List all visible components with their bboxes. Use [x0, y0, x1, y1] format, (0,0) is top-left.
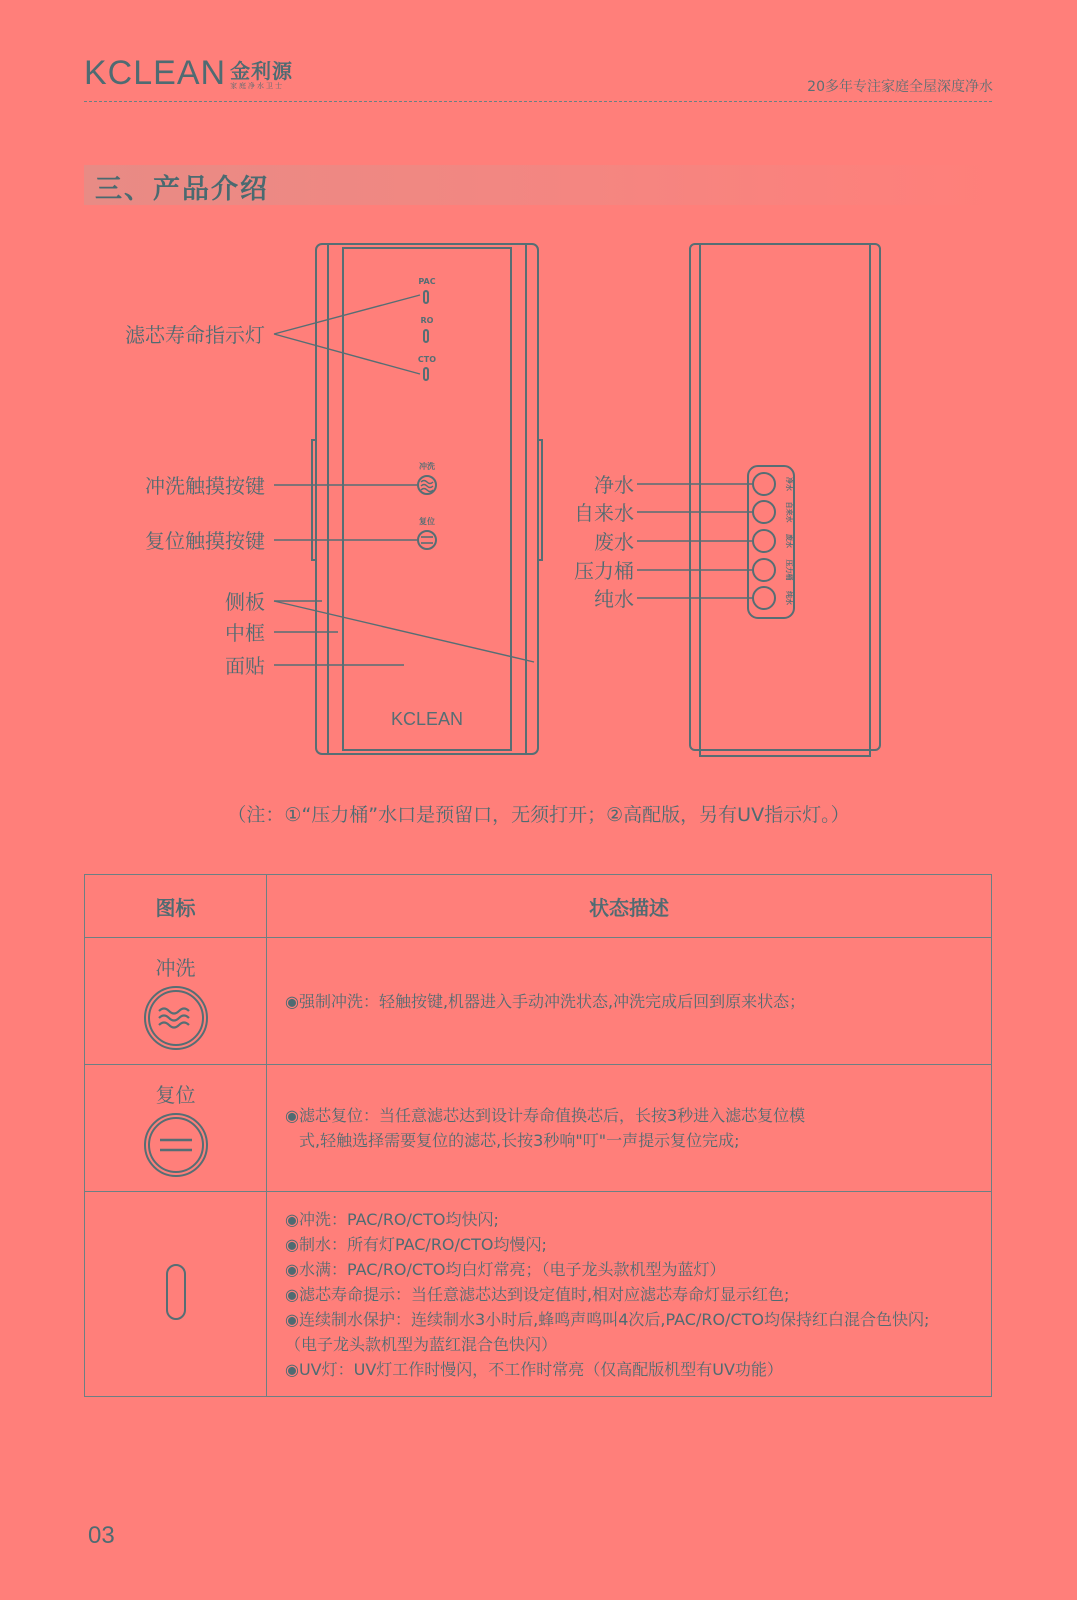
callout-port-1: 净水 — [594, 473, 634, 497]
description-line: ◉UV灯：UV灯工作时慢闪，不工作时常亮（仅高配版机型有UV功能） — [285, 1359, 783, 1379]
logo-latin-text: KCLEAN — [84, 54, 227, 92]
callout-port-3: 废水 — [594, 530, 634, 554]
flush-wave-icon — [143, 985, 209, 1051]
description-line: ◉连续制水保护：连续制水3小时后,蜂鸣声鸣叫4次后,PAC/RO/CTO均保持红白混合色快闪; — [285, 1309, 930, 1329]
side-unit-body — [690, 244, 880, 750]
led-indicator-icon — [164, 1262, 188, 1322]
callout-flush-button: 冲洗触摸按键 — [145, 474, 265, 498]
table-header-description: 状态描述 — [267, 875, 992, 938]
led-label-ro: RO — [420, 316, 434, 325]
panel-brand-text: KCLEAN — [390, 709, 464, 729]
description-line: ◉强制冲洗：轻触按键,机器进入手动冲洗状态,冲洗完成后回到原来状态； — [285, 991, 806, 1011]
table-header-row — [85, 875, 992, 938]
port-waste-water — [753, 530, 775, 552]
led-label-pac: PAC — [418, 277, 436, 286]
status-table — [84, 874, 992, 1397]
description-cell-led — [267, 1192, 992, 1397]
icon-label-flush: 冲洗 — [155, 956, 196, 980]
callout-filter-life-led: 滤芯寿命指示灯 — [125, 323, 265, 347]
port-tag-5: 纯水 — [785, 591, 793, 605]
description-line: ◉滤芯寿命提示：当任意滤芯达到设定值时,相对应滤芯寿命灯显示红色; — [285, 1284, 790, 1304]
description-line: ◉滤芯复位：当任意滤芯达到设计寿命值换芯后，长按3秒进入滤芯复位模 — [285, 1106, 806, 1125]
header-slogan: 20多年专注家庭全屋深度净水 — [807, 79, 993, 95]
description-cell-reset — [267, 1065, 992, 1192]
description-cell-flush — [267, 938, 992, 1065]
icon-label-reset: 复位 — [155, 1083, 196, 1107]
led-label-cto: CTO — [417, 355, 437, 364]
table-row — [85, 1192, 992, 1397]
flush-button-icon — [418, 476, 436, 494]
icon-cell-reset — [85, 1065, 267, 1192]
section-title: 三、产品介绍 — [95, 174, 269, 205]
led-cto-indicator — [424, 368, 428, 380]
led-ro-indicator — [424, 330, 428, 342]
reset-button-label: 复位 — [419, 517, 435, 526]
callout-port-2: 自来水 — [574, 501, 634, 525]
callout-port-4: 压力桶 — [574, 559, 634, 583]
icon-cell-led — [85, 1192, 267, 1397]
port-pure-filtered — [753, 473, 775, 495]
callout-face-plate: 面贴 — [225, 654, 265, 678]
flush-button-label: 冲洗 — [419, 462, 435, 471]
logo-cn-text: 金利源 — [230, 59, 294, 83]
port-pure-water — [753, 587, 775, 609]
description-line: ◉制水：所有灯PAC/RO/CTO均慢闪; — [285, 1234, 547, 1254]
table-row — [85, 938, 992, 1065]
callout-port-5: 纯水 — [594, 587, 634, 611]
logo-tagline: 家庭净水卫士 — [230, 82, 285, 90]
table-header-icon: 图标 — [85, 875, 267, 938]
port-tag-1: 净水 — [785, 477, 793, 491]
icon-cell-flush — [85, 938, 267, 1065]
description-line: ◉水满：PAC/RO/CTO均白灯常亮；（电子龙头款机型为蓝灯） — [285, 1259, 726, 1279]
port-tag-2: 自来水 — [785, 501, 793, 523]
reset-button-icon — [418, 531, 436, 549]
callout-reset-button: 复位触摸按键 — [145, 529, 265, 553]
port-tag-3: 废水 — [785, 534, 793, 548]
description-line: ◉冲洗：PAC/RO/CTO均快闪; — [285, 1209, 499, 1229]
diagram-note: （注：①“压力桶”水口是预留口，无须打开；②高配版，另有UV指示灯。） — [227, 804, 850, 826]
port-pressure-tank — [753, 559, 775, 581]
page-number: 03 — [88, 1522, 115, 1549]
description-line: 式,轻触选择需要复位的滤芯,长按3秒响"叮"一声提示复位完成; — [299, 1131, 740, 1150]
led-pac-indicator — [424, 291, 428, 303]
port-tap-water — [753, 501, 775, 523]
port-tag-4: 压力桶 — [785, 559, 793, 581]
table-row — [85, 1065, 992, 1192]
callout-side-panel: 侧板 — [225, 590, 265, 614]
description-line: （电子龙头款机型为蓝红混合色快闪） — [285, 1334, 558, 1354]
callout-middle-frame: 中框 — [225, 621, 265, 645]
reset-lines-icon — [143, 1112, 209, 1178]
